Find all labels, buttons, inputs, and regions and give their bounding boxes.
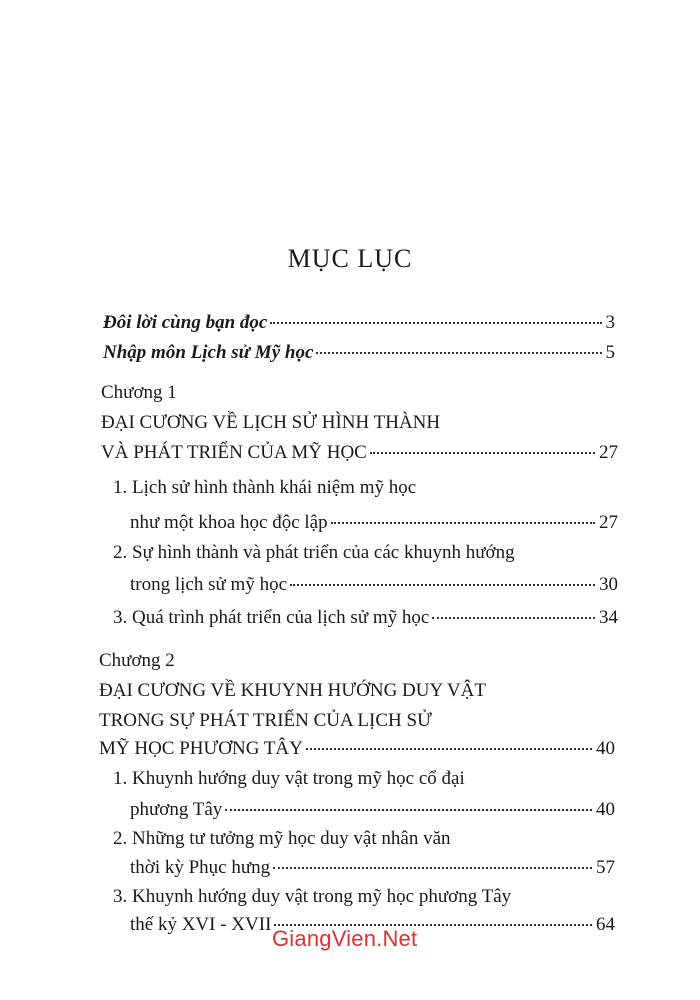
toc-entry-label: Đôi lời cùng bạn đọc — [103, 312, 268, 333]
toc-entry-label: 3. Quá trình phát triển của lịch sử mỹ học — [113, 607, 430, 628]
toc-page-number: 34 — [599, 607, 618, 628]
toc-entry-label: thời kỳ Phục hưng — [130, 857, 271, 878]
toc-entry-section-2-2[interactable] — [130, 857, 615, 883]
toc-page-number: 5 — [605, 342, 615, 363]
chapter-2-title-line: TRONG SỰ PHÁT TRIỂN CỦA LỊCH SỬ — [99, 710, 432, 731]
leader-dots — [270, 322, 601, 324]
watermark: GiangVien.Net — [272, 926, 418, 951]
toc-entry-label: trong lịch sử mỹ học — [130, 574, 288, 595]
toc-entry-label: Nhập môn Lịch sử Mỹ học — [103, 342, 314, 363]
toc-page-number: 64 — [596, 914, 615, 935]
leader-dots — [273, 867, 592, 869]
toc-entry-section-2-1[interactable] — [130, 799, 615, 825]
toc-page-number: 57 — [596, 857, 615, 878]
section-1-2-title: 2. Sự hình thành và phát triển của các khuynh hướng — [113, 542, 515, 563]
toc-entry-label: phương Tây — [130, 799, 223, 820]
toc-entry-label: thế kỷ XVI - XVII — [130, 914, 272, 935]
toc-title: MỤC LỤC — [287, 244, 413, 273]
toc-entry-chapter-2[interactable] — [99, 738, 615, 764]
toc-entry-preface[interactable] — [103, 312, 615, 338]
leader-dots — [225, 809, 592, 811]
section-2-2-title: 2. Những tư tưởng mỹ học duy vật nhân văn — [113, 828, 451, 849]
toc-entry-label: VÀ PHÁT TRIỂN CỦA MỸ HỌC — [101, 442, 367, 463]
toc-page-number: 30 — [599, 574, 618, 595]
toc-entry-section-1-1[interactable] — [130, 512, 618, 538]
chapter-1-label: Chương 1 — [101, 382, 177, 403]
toc-page-number: 40 — [596, 799, 615, 820]
section-2-3-title: 3. Khuynh hướng duy vật trong mỹ học phương Tây — [113, 886, 512, 907]
leader-dots — [290, 584, 595, 586]
toc-entry-label: MỸ HỌC PHƯƠNG TÂY — [99, 738, 303, 759]
chapter-1-title-line: ĐẠI CƯƠNG VỀ LỊCH SỬ HÌNH THÀNH — [101, 412, 441, 433]
toc-entry-chapter-1[interactable] — [101, 442, 618, 468]
toc-page-number: 27 — [599, 442, 618, 463]
toc-page-number: 40 — [596, 738, 615, 759]
chapter-2-title-line: ĐẠI CƯƠNG VỀ KHUYNH HƯỚNG DUY VẬT — [99, 680, 486, 701]
section-1-1-title: 1. Lịch sử hình thành khái niệm mỹ học — [113, 477, 417, 498]
leader-dots — [370, 452, 595, 454]
toc-entry-intro[interactable] — [103, 342, 615, 368]
section-2-1-title: 1. Khuynh hướng duy vật trong mỹ học cổ đại — [113, 768, 465, 789]
toc-entry-section-1-2[interactable] — [130, 574, 618, 600]
toc-page-number: 3 — [605, 312, 615, 333]
leader-dots — [306, 748, 592, 750]
leader-dots — [316, 352, 601, 354]
toc-entry-section-1-3[interactable] — [113, 607, 618, 633]
chapter-2-label: Chương 2 — [99, 650, 175, 671]
toc-entry-label: như một khoa học độc lập — [130, 512, 328, 533]
toc-page-number: 27 — [599, 512, 618, 533]
leader-dots — [331, 522, 595, 524]
leader-dots — [432, 617, 595, 619]
